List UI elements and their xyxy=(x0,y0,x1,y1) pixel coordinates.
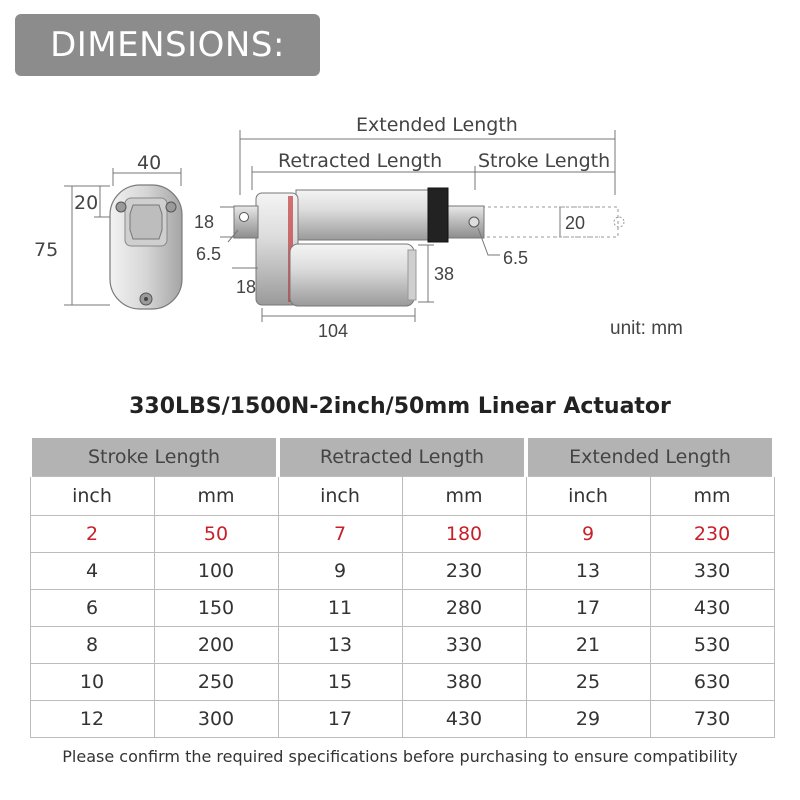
dim-6-5-right: 6.5 xyxy=(503,248,529,268)
group-header-stroke: Stroke Length xyxy=(30,438,278,477)
table-cell: 13 xyxy=(526,553,650,590)
label-stroke-length: Stroke Length xyxy=(478,150,611,172)
dim-6-5-left: 6.5 xyxy=(196,244,222,264)
side-view xyxy=(194,114,624,341)
table-cell: 150 xyxy=(154,590,278,627)
table-cell: 200 xyxy=(154,627,278,664)
table-cell: 2 xyxy=(30,516,154,553)
table-cell: 13 xyxy=(278,627,402,664)
dim-18-top: 18 xyxy=(194,212,215,232)
dim-18-bottom: 18 xyxy=(236,277,257,297)
table-cell: 21 xyxy=(526,627,650,664)
unit-label: unit: mm xyxy=(610,318,683,339)
footer-note: Please confirm the required specifications before purchasing to ensure compatibility xyxy=(62,747,738,766)
table-cell: 280 xyxy=(402,590,526,627)
table-cell: 730 xyxy=(650,701,774,738)
table-cell: 4 xyxy=(30,553,154,590)
table-cell: 430 xyxy=(402,701,526,738)
table-cell: 630 xyxy=(650,664,774,701)
table-cell: 230 xyxy=(650,516,774,553)
table-cell: 9 xyxy=(278,553,402,590)
table-row xyxy=(30,627,774,664)
dim-height-20-right: 20 xyxy=(565,213,586,233)
table-cell: 29 xyxy=(526,701,650,738)
table-row xyxy=(30,553,774,590)
label-retracted-length: Retracted Length xyxy=(278,150,443,172)
subheader-row xyxy=(30,477,774,516)
table-cell: 15 xyxy=(278,664,402,701)
table-row xyxy=(30,664,774,701)
table-cell: 430 xyxy=(650,590,774,627)
table-cell: 6 xyxy=(30,590,154,627)
table-row xyxy=(30,590,774,627)
label-extended-length: Extended Length xyxy=(356,114,518,136)
dim-height-20: 20 xyxy=(74,192,99,214)
table-cell: 50 xyxy=(154,516,278,553)
table-cell: 530 xyxy=(650,627,774,664)
subheader-cell: mm xyxy=(154,477,278,516)
table-cell: 180 xyxy=(402,516,526,553)
subheader-cell: mm xyxy=(402,477,526,516)
group-header-retracted: Retracted Length xyxy=(278,438,526,477)
table-cell: 10 xyxy=(30,664,154,701)
table-title: 330LBS/1500N-2inch/50mm Linear Actuator xyxy=(129,394,671,419)
table-cell: 250 xyxy=(154,664,278,701)
section-title: DIMENSIONS: xyxy=(50,25,285,65)
table-cell: 300 xyxy=(154,701,278,738)
table-cell: 17 xyxy=(526,590,650,627)
table-row-highlighted xyxy=(30,516,774,553)
table-cell: 330 xyxy=(402,627,526,664)
table-cell: 12 xyxy=(30,701,154,738)
table-row xyxy=(30,701,774,738)
dim-104: 104 xyxy=(318,321,349,341)
table-cell: 17 xyxy=(278,701,402,738)
subheader-cell: mm xyxy=(650,477,774,516)
table-cell: 330 xyxy=(650,553,774,590)
end-view xyxy=(34,152,182,309)
dim-height-75: 75 xyxy=(34,239,59,261)
subheader-cell: inch xyxy=(526,477,650,516)
table-cell: 380 xyxy=(402,664,526,701)
dim-width-40: 40 xyxy=(137,152,162,174)
group-header-extended: Extended Length xyxy=(526,438,774,477)
spec-table xyxy=(28,438,776,738)
subheader-cell: inch xyxy=(30,477,154,516)
table-cell: 11 xyxy=(278,590,402,627)
table-cell: 25 xyxy=(526,664,650,701)
table-cell: 7 xyxy=(278,516,402,553)
table-cell: 9 xyxy=(526,516,650,553)
table-cell: 8 xyxy=(30,627,154,664)
table-cell: 100 xyxy=(154,553,278,590)
dimension-drawing xyxy=(0,90,800,350)
subheader-cell: inch xyxy=(278,477,402,516)
dim-38: 38 xyxy=(434,264,455,284)
table-cell: 230 xyxy=(402,553,526,590)
section-title-badge xyxy=(15,14,320,76)
